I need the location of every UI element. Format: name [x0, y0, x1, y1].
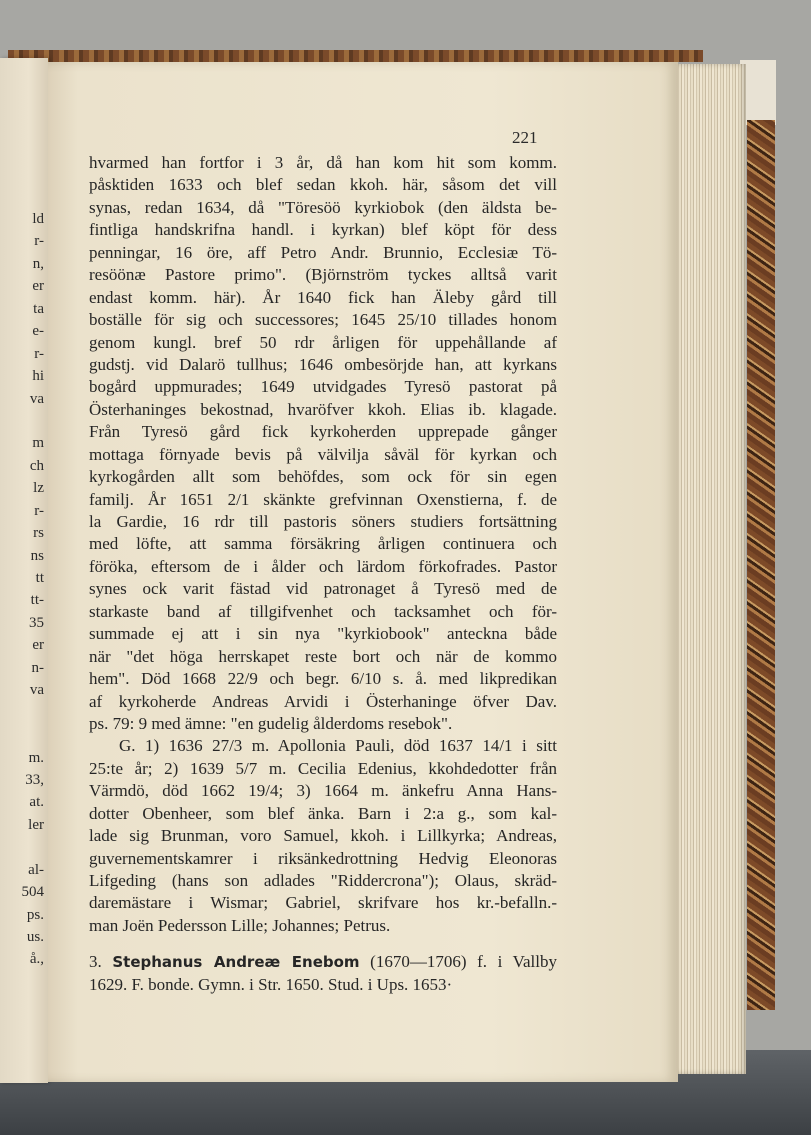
- text-line: mottaga förnyade bevis på välvilja såväl för kyrkan och: [89, 444, 557, 464]
- margin-fragment: ld: [32, 211, 44, 227]
- text-line: påsktiden 1633 och blef sedan kkoh. här, såsom det vill: [89, 175, 557, 195]
- text-line: guvernementskamrer i riksänkedrottning Hedvig Eleonoras: [89, 848, 557, 868]
- margin-fragment: n,: [32, 255, 44, 272]
- text-line: när "det höga herrskapet reste bort och när de kommo: [89, 646, 557, 666]
- text-line: synes ock varit fästad vid patronaget å Tyresö med de: [89, 579, 557, 599]
- margin-fragment: va: [29, 390, 44, 407]
- margin-fragment: ler: [28, 816, 44, 833]
- margin-fragment: er: [32, 278, 44, 295]
- margin-fragment: r-: [34, 233, 44, 250]
- text-line: Österhaninges bekostnad, hvaröfver kkoh. Elias ib. klagade.: [89, 399, 557, 419]
- text-line: resöönæ Pastore primo". (Björnström tyckes alltså varit: [89, 265, 557, 285]
- text-line: genom kungl. bref 50 rdr årligen för uppehållande af: [89, 332, 557, 352]
- text-line: ps. 79: 9 med ämne: "en gudelig ålderdoms resebok".: [89, 713, 453, 733]
- margin-fragment: 33,: [25, 771, 44, 788]
- text-line: man Joën Pedersson Lille; Johannes; Petrus.: [89, 915, 391, 935]
- entry-gap: [89, 937, 557, 951]
- margin-fragment: r-: [34, 345, 44, 362]
- text-line: hem". Död 1668 22/9 och begr. 6/10 s. å. med likpredikan: [89, 669, 557, 689]
- text-line: fintliga handskrifna handl. i kyrkan) blef köpt för dess: [89, 220, 557, 240]
- page-number: 221: [512, 128, 538, 147]
- margin-fragment: 504: [21, 884, 44, 901]
- text-line: la Gardie, 16 rdr till pastoris söners studiers fortsättning: [89, 512, 557, 531]
- margin-fragment: å.,: [29, 951, 44, 968]
- margin-fragment: [0, 702, 44, 724]
- text-line: boställe för sig och successores; 1645 25/10 tillades honom: [89, 310, 557, 330]
- left-page-margin-text: [0, 208, 44, 971]
- entry-heading-line: [89, 951, 557, 973]
- entry-second-line: 1629. F. bonde. Gymn. i Str. 1650. Stud. i Ups. 1653·: [89, 974, 453, 994]
- text-line: familj. År 1651 2/1 skänkte grefvinnan Oxenstierna, f. de: [89, 489, 557, 509]
- text-line: endast komm. här). År 1640 fick han Äleby gård till: [89, 287, 557, 307]
- text-line: penningar, 16 öre, aff Petro Andr. Brunnio, Ecclesiæ Tö-: [89, 242, 557, 262]
- text-line: kyrkogården allt som behöfdes, som ock för sin egen: [89, 467, 557, 487]
- margin-fragment: [0, 724, 44, 746]
- margin-fragment: va: [29, 682, 44, 699]
- text-line: af kyrkoherde Andreas Arvidi i Österhaninge öfver Dav.: [89, 691, 557, 711]
- margin-fragment: m: [32, 435, 44, 452]
- text-line: gudstj. vid Dalarö tullhus; 1646 ombesörjde han, att kyrkans: [89, 354, 557, 374]
- entry-name: Stephanus Andreæ Enebom: [112, 953, 360, 972]
- main-paragraph: [89, 152, 557, 735]
- text-line: Värmdö, död 1662 19/4; 3) 1664 m. änkefru Anna Hans-: [89, 781, 557, 801]
- book-cover-edge: [8, 50, 703, 62]
- text-line: daremästare i Wismar; Gabriel, skrifvare hos kr.-befalln.-: [89, 893, 557, 913]
- page-stack-edges: [676, 64, 746, 1074]
- text-line: hvarmed han fortfor i 3 år, då han kom hit som komm.: [89, 153, 557, 172]
- text-line: föröka, eftersom de i ålder och lärdom förkofrades. Pastor: [89, 556, 557, 576]
- margin-fragment: n-: [31, 659, 44, 676]
- entry-number: 3.: [89, 952, 102, 972]
- text-line: summade ej att i sin nya "kyrkiobook" anteckna både: [89, 624, 557, 644]
- margin-fragment: us.: [26, 929, 44, 945]
- margin-fragment: at.: [29, 794, 44, 811]
- margin-fragment: ps.: [26, 906, 44, 923]
- text-line: bogård uppmurades; 1649 utvidgades Tyresö pastorat på: [89, 377, 557, 397]
- text-line: 25:te år; 2) 1639 5/7 m. Cecilia Edenius, kkohdedotter från: [89, 758, 557, 778]
- margin-fragment: ta: [33, 300, 44, 317]
- margin-fragment: m.: [28, 749, 44, 766]
- text-line: Lifgeding (hans son adlades "Riddercrona"); Olaus, skräd-: [89, 871, 557, 890]
- text-line: G. 1) 1636 27/3 m. Apollonia Pauli, död 1637 14/1 i sitt: [119, 736, 557, 756]
- margin-fragment: 35: [29, 614, 44, 631]
- margin-fragment: ch: [29, 457, 44, 474]
- margin-fragment: lz: [33, 480, 44, 497]
- page-body: [89, 152, 557, 996]
- margin-fragment: tt: [35, 570, 44, 586]
- text-line: lade sig Brunman, voro Samuel, kkoh. i Lillkyrka; Andreas,: [89, 826, 557, 846]
- margin-fragment: tt-: [30, 592, 44, 609]
- margin-fragment: [0, 836, 44, 858]
- text-line: synas, redan 1634, då "Töresöö kyrkiobok (den äldsta be-: [89, 197, 557, 217]
- text-line: Från Tyresö gård fick kyrkoherden upprepade gånger: [89, 422, 557, 442]
- text-line: starkaste band af tillgifvenhet och tacksamhet och för-: [89, 601, 557, 621]
- margin-fragment: [0, 410, 44, 432]
- family-paragraph: [89, 735, 557, 937]
- marbled-cover-edge: [747, 120, 775, 1010]
- entry-dates: (1670—1706) f. i Vallby: [370, 952, 557, 972]
- margin-fragment: er: [32, 637, 44, 654]
- text-line: dotter Obenheer, som blef änka. Barn i 2:a g., som kal-: [89, 803, 557, 823]
- margin-fragment: e-: [32, 323, 44, 340]
- left-page: [0, 58, 48, 1083]
- margin-fragment: ns: [30, 547, 44, 564]
- margin-fragment: al-: [28, 861, 44, 878]
- margin-fragment: rs: [33, 525, 44, 542]
- text-line: med löfte, att samma försäkring årligen continuera och: [89, 534, 557, 554]
- margin-fragment: hi: [32, 368, 44, 385]
- margin-fragment: r-: [34, 502, 44, 519]
